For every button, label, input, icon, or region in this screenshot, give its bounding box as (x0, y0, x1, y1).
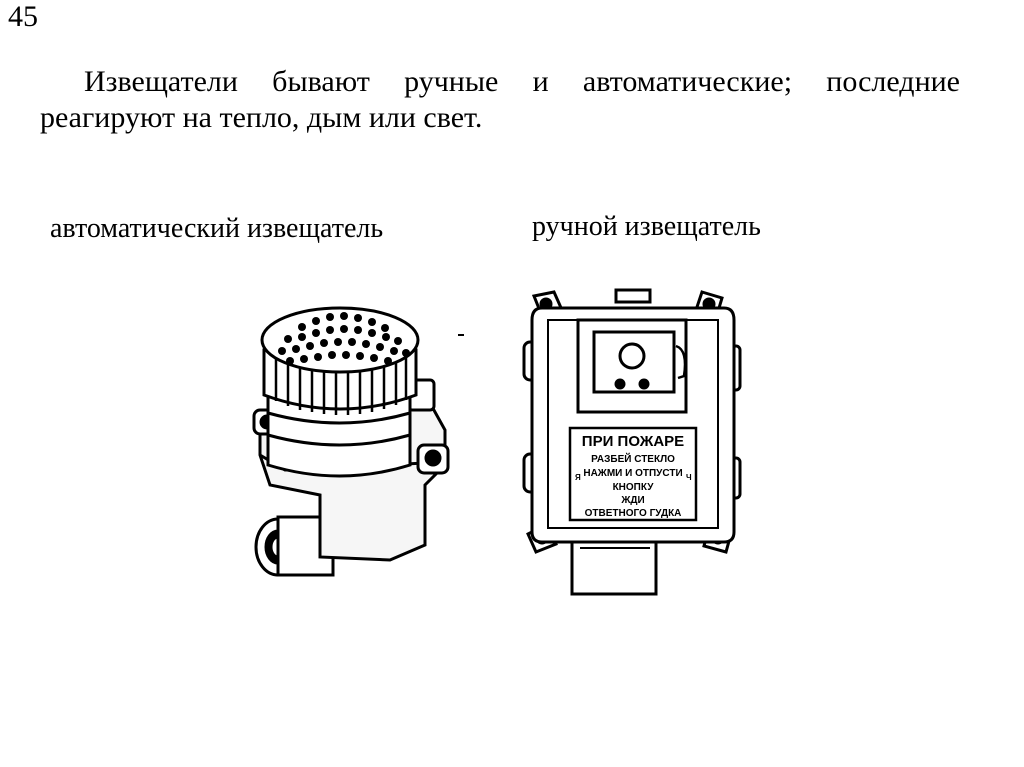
automatic-detector-illustration (240, 295, 470, 585)
automatic-detector-label: автоматический извещатель (50, 213, 384, 244)
body-paragraph: Извещатели бывают ручные и автоматические; последние реагируют на тепло, дым или свет. (40, 65, 960, 134)
plate-line-5: ЖДИ (621, 495, 645, 506)
plate-line-3: НАЖМИ И ОТПУСТИ (583, 468, 683, 479)
automatic-detector-drawing (240, 295, 470, 585)
plate-line-2: РАЗБЕЙ СТЕКЛО (591, 454, 675, 465)
manual-detector-label: ручной извещатель (532, 211, 761, 242)
plate-line-6: ОТВЕТНОГО ГУДКА (584, 508, 682, 519)
manual-detector-illustration (520, 286, 752, 598)
plate-line-4: КНОПКУ (612, 482, 654, 493)
manual-detector-drawing (520, 286, 752, 598)
plate-line-1: ПРИ ПОЖАРЕ (581, 433, 685, 450)
page-number: 45 (8, 0, 38, 33)
plate-side-mark-left: Я (575, 473, 581, 482)
plate-side-mark-right: Ч (686, 473, 692, 482)
